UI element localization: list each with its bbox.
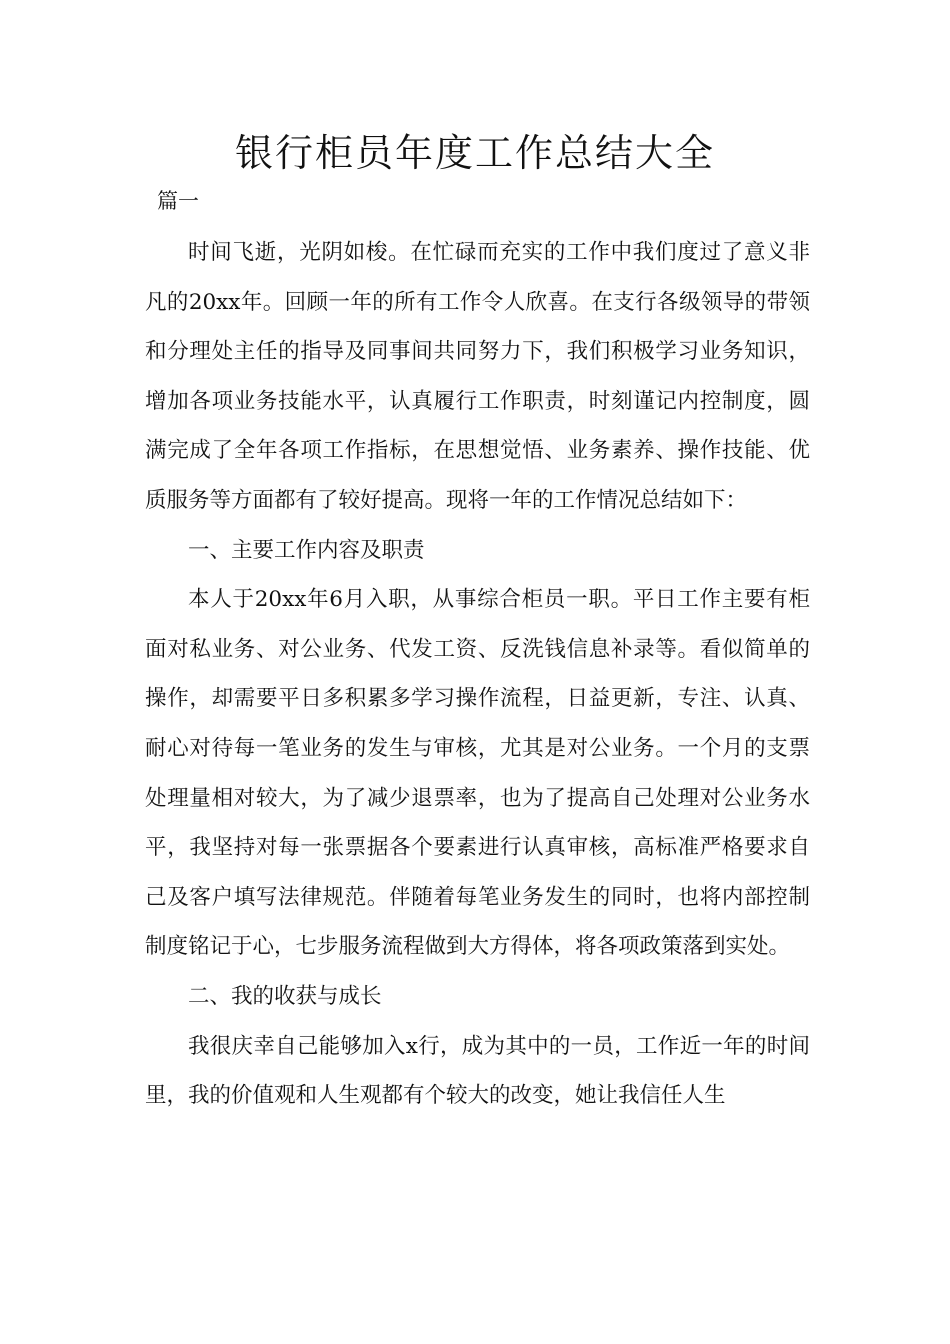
document-body [145,228,810,1121]
heading-main-duties: 一、主要工作内容及职责 [188,537,425,563]
section-label: 篇一 [157,189,199,213]
paragraph-gains: 我很庆幸自己能够加入x行，成为其中的一员，工作近一年的时间里，我的价值观和人生观都有个较大的改变，她让我信任人生 [145,1033,810,1109]
paragraph-duties: 本人于20xx年6月入职，从事综合柜员一职。平日工作主要有柜面对私业务、对公业务、代发工资、反洗钱信息补录等。看似简单的操作，却需要平日多积累多学习操作流程，日益更新，专注、认真、耐心对待每一笔业务的发生与审核，尤其是对公业务。一个月的支票处理量相对较大，为了减少退票率，也为了提高自己处理对公业务水平，我坚持对每一张票据各个要素进行认真审核，高标准严格要求自己及客户填写法律规范。伴随着每笔业务发生的同时，也将内部控制制度铭记于心，七步服务流程做到大方得体，将各项政策落到实处。 [145,587,810,960]
document-title: 银行柜员年度工作总结大全 [234,131,715,175]
heading-gains-growth: 二、我的收获与成长 [188,983,382,1009]
paragraph-intro: 时间飞逝，光阴如梭。在忙碌而充实的工作中我们度过了意义非凡的20xx年。回顾一年的所有工作令人欣喜。在支行各级领导的带领和分理处主任的指导及同事间共同努力下，我们积极学习业务知识，增加各项业务技能水平，认真履行工作职责，时刻谨记内控制度，圆满完成了全年各项工作指标，在思想觉悟、业务素养、操作技能、优质服务等方面都有了较好提高。现将一年的工作情况总结如下： [145,240,810,513]
